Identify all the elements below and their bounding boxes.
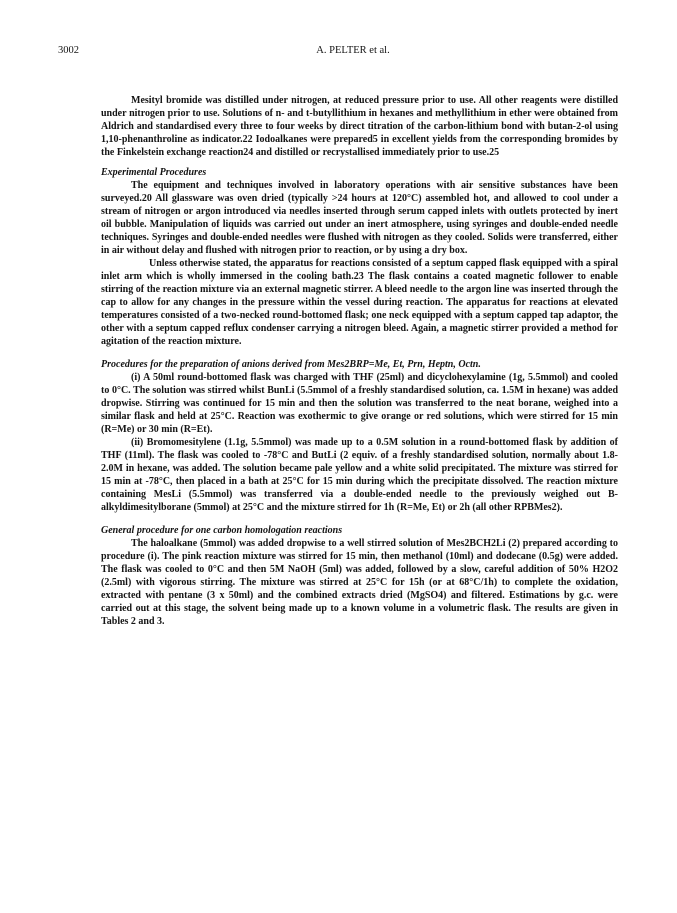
article-body: [101, 94, 618, 628]
section-heading-anion-preparation: Procedures for the preparation of anions derived from Mes2BRP=Me, Et, Prn, Heptn, Octn.: [101, 359, 481, 370]
procedure-i-paragraph: (i) A 50ml round-bottomed flask was charged with THF (25ml) and dicyclohexylamine (1g, 5.5mmol) and cooled to 0°C. The solution was stirred whilst BunLi (5.5mmol of a freshly standardised solution, ca. 1.5M in hexane) was added dropwise. Stirring was continued for 15 min and then the solution was transferred to the neat borane, weighed into a similar flask and held at 25°C. Reaction was exothermic to give orange or red solutions, which were stirred for 15 min (R=Me) or 30 min (R=Et).: [101, 372, 618, 435]
apparatus-paragraph: Unless otherwise stated, the apparatus for reactions consisted of a septum capped flask equipped with a spiral inlet arm which is wholly immersed in the cooling bath.23 The flask contains a coated magnetic follower to enable stirring of the reaction mixture via an external magnetic stirrer. A bleed needle to the argon line was inserted through the cap to allow for any changes in the pressure within the vessel during reaction. The apparatus for reactions at elevated temperatures consisted of a two-necked round-bottomed flask; one neck equipped with a septum capped tap adaptor, the other with a septum capped reflux condenser carrying a nitrogen bleed. Again, a magnetic stirrer provided a method for agitation of the reaction mixture.: [101, 258, 618, 347]
reagents-paragraph: Mesityl bromide was distilled under nitrogen, at reduced pressure prior to use. All other reagents were distilled under nitrogen prior to use. Solutions of n- and t-butyllithium in hexanes and methyllithium in ether were obtained from Aldrich and standardised every three to four weeks by direct titration of the carbon-lithium bond with butan-2-ol using 1,10-phenanthroline as indicator.22 Iodoalkanes were prepared5 in excellent yields from the corresponding bromides by the Finkelstein exchange reaction24 and distilled or recrystallised immediately prior to use.25: [101, 95, 618, 158]
section-heading-experimental: Experimental Procedures: [101, 167, 207, 178]
homologation-paragraph: The haloalkane (5mmol) was added dropwise to a well stirred solution of Mes2BCH2Li (2) prepared according to procedure (i). The pink reaction mixture was stirred for 15 min, then methanol (10ml) and dodecane (0.5g) were added. The flask was cooled to 0°C and then 5M NaOH (5ml) was added, followed by a slow, careful addition of 50% H2O2 (2.5ml) with vigorous stirring. The mixture was stirred at 25°C for 15h (or at 68°C/1h) to complete the oxidation, extracted with pentane (3 x 50ml) and the combined extracts dried (MgSO4) and filtered. Estimations by g.c. were carried out at this stage, the solvent being made up to a known volume in a volumetric flask. The results are given in Tables 2 and 3.: [101, 538, 618, 627]
page-number: 3002: [58, 45, 79, 56]
running-header: [58, 45, 648, 61]
section-heading-homologation: General procedure for one carbon homologation reactions: [101, 525, 343, 536]
procedure-ii-paragraph: (ii) Bromomesitylene (1.1g, 5.5mmol) was made up to a 0.5M solution in a round-bottomed flask by addition of THF (11ml). The flask was cooled to -78°C and ButLi (2 equiv. of a freshly standardised solution, normally about 1.8-2.0M in hexane, was added. The solution became pale yellow and a white solid precipitated. The mixture was stirred for 15 min at -78°C, then placed in a bath at 25°C for 15 min during which the precipitate dissolved. The reaction mixture containing MesLi (5.5mmol) was transferred via a double-ended needle to the previously weighed out B-alkyldimesitylborane (5mmol) at 25°C and the mixture stirred for 1h (R=Me, Et) or 2h (all other RPBMes2).: [101, 437, 618, 513]
equipment-paragraph: The equipment and techniques involved in laboratory operations with air sensitive substances have been surveyed.20 All glassware was oven dried (typically >24 hours at 120°C) assembled hot, and allowed to cool under a stream of nitrogen or argon introduced via needles inserted through serum capped inlets with outlets protected by inert oil bubble. Manipulation of liquids was carried out under an inert atmosphere, using syringes and double-ended needle techniques. Syringes and double-ended needles were flushed with nitrogen as they cooled. Solids were transferred, either in air without delay and flushed with nitrogen prior to reaction, or by using a dry box.: [101, 180, 618, 256]
running-head-authors: A. PELTER et al.: [316, 45, 390, 56]
